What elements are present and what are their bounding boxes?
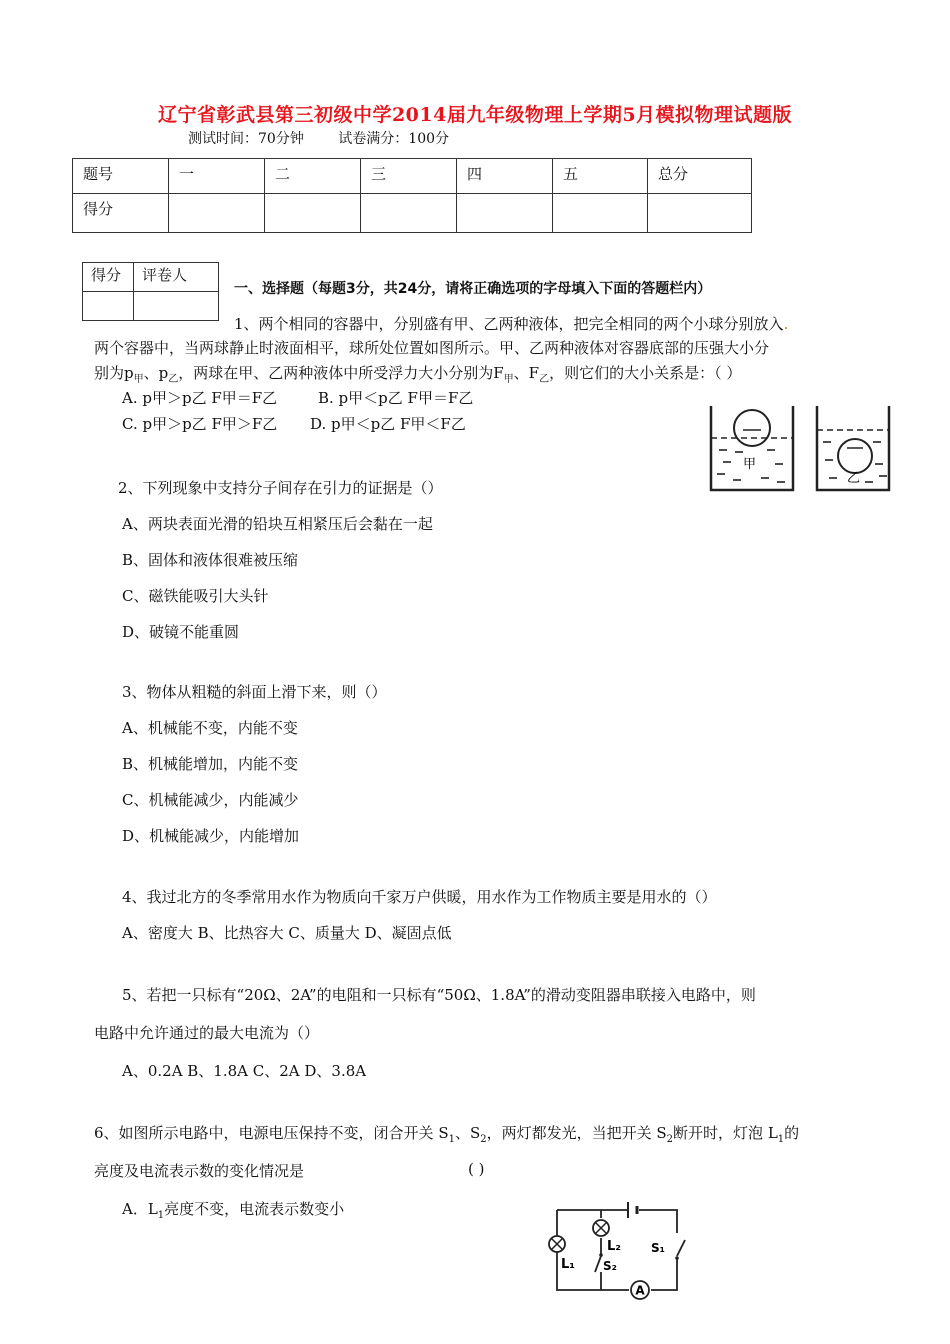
- grader-score-label: 得分: [83, 263, 134, 292]
- score-header-total: 总分: [648, 159, 752, 194]
- exam-time: 测试时间：70分钟: [188, 131, 304, 147]
- q3-option-c: C、机械能减少，内能减少: [122, 791, 299, 809]
- score-header-3: 三: [361, 159, 457, 194]
- q4-options: A、密度大 B、比热容大 C、质量大 D、凝固点低: [122, 924, 452, 942]
- score-table: [72, 158, 752, 233]
- q5-stem-line1: 5、若把一只标有“20Ω、2A”的电阻和一只标有“50Ω、1.8A”的滑动变阻器串联接入电路中，则: [122, 986, 756, 1004]
- score-cell: [457, 194, 553, 233]
- q2-option-d: D、破镜不能重圆: [122, 623, 240, 641]
- switch-s1-blade: [677, 1240, 685, 1256]
- q3-stem: 3、物体从粗糙的斜面上滑下来，则（）: [122, 683, 387, 701]
- score-cell: [361, 194, 457, 233]
- q1-line3: 别为$p_甲$、$p_乙$，两球在甲、乙两种液体中所受浮力大小分别为$F_甲$、$F_乙$，则它们的大小关系是：（ ）: [94, 364, 742, 385]
- q4-stem: 4、我过北方的冬季常用水作为物质向千家万户供暖，用水作为工作物质主要是用水的（）: [122, 888, 717, 906]
- score-cell: [265, 194, 361, 233]
- lamp-l2-icon: [593, 1220, 609, 1236]
- switch-s1-label: S₁: [651, 1241, 665, 1255]
- score-cell: [169, 194, 265, 233]
- q6-answer-paren: ( ): [468, 1160, 485, 1178]
- section-heading: 一、选择题（每题3分，共24分，请将正确选项的字母填入下面的答题栏内）: [234, 281, 712, 297]
- score-cell: [648, 194, 752, 233]
- container-jia-ball: [734, 410, 770, 446]
- score-header-number: 题号: [73, 159, 169, 194]
- score-header-5: 五: [553, 159, 648, 194]
- container-yi-label: 乙: [847, 471, 861, 486]
- lamp-l1-label: L₁: [561, 1257, 575, 1272]
- q3-option-d: D、机械能减少，内能增加: [122, 827, 300, 845]
- q1-option-d: D. p甲＜p乙 F甲＜F乙: [310, 415, 466, 433]
- ammeter-icon: [631, 1281, 649, 1299]
- q2-stem: 2、下列现象中支持分子间存在引力的证据是（）: [118, 479, 443, 497]
- document-title: 辽宁省彰武县第三初级中学2014届九年级物理上学期5月模拟物理试题版: [157, 104, 793, 126]
- exam-info: [188, 128, 479, 148]
- q1-line2: 两个容器中，当两球静止时液面相平，球所处位置如图所示。甲、乙两种液体对容器底部的压强大小分: [94, 339, 770, 357]
- grader-name-label: 评卷人: [134, 263, 219, 292]
- score-header-4: 四: [457, 159, 553, 194]
- q3-option-a: A、机械能不变，内能不变: [122, 719, 298, 737]
- switch-s2-blade: [595, 1256, 601, 1272]
- q1-line1: 1、两个相同的容器中，分别盛有甲、乙两种液体，把完全相同的两个小球分别放入.: [234, 315, 789, 333]
- grader-name-cell: [134, 292, 219, 321]
- container-yi-ball: [838, 439, 872, 473]
- q2-option-c: C、磁铁能吸引大头针: [122, 587, 269, 605]
- q5-stem-line2: 电路中允许通过的最大电流为（）: [94, 1024, 320, 1042]
- score-row-label: 得分: [73, 194, 169, 233]
- q6-stem-line1: 6、如图所示电路中，电源电压保持不变，闭合开关 $S_1$、$S_2$，两灯都发光，当把开关 $S_2$断开时，灯泡 $L_1$的: [94, 1124, 800, 1145]
- q5-options: A、0.2A B、1.8A C、2A D、3.8A: [122, 1062, 367, 1080]
- q1-option-a: A. p甲＞p乙 F甲＝F乙: [122, 389, 278, 407]
- q2-option-a: A、两块表面光滑的铅块互相紧压后会黏在一起: [122, 515, 433, 533]
- lamp-l2-label: L₂: [607, 1239, 621, 1254]
- circuit-right-bottom-wire: [651, 1258, 677, 1290]
- score-cell: [553, 194, 648, 233]
- score-header-2: 二: [265, 159, 361, 194]
- grader-score-cell: [83, 292, 134, 321]
- q1-containers-figure: [705, 400, 895, 500]
- exam-full-score: 试卷满分：100分: [338, 131, 450, 147]
- q1-option-c: C. p甲＞p乙 F甲＞F乙: [122, 415, 278, 433]
- container-jia-outline: [711, 406, 793, 490]
- q6-stem-line2: 亮度及电流表示数的变化情况是: [94, 1162, 305, 1180]
- score-header-1: 一: [169, 159, 265, 194]
- ammeter-label: A: [635, 1283, 645, 1298]
- q2-option-b: B、固体和液体很难被压缩: [122, 551, 299, 569]
- q3-option-b: B、机械能增加，内能不变: [122, 755, 299, 773]
- circuit-top-right-wire: [639, 1210, 677, 1233]
- q6-option-a: A．$L_1$亮度不变，电流表示数变小: [122, 1200, 345, 1221]
- grader-table: [82, 262, 219, 321]
- lamp-l1-icon: [549, 1236, 565, 1252]
- switch-s2-label: S₂: [603, 1259, 617, 1273]
- container-jia-label: 甲: [743, 457, 757, 472]
- q1-option-b: B. p甲＜p乙 F甲＝F乙: [318, 389, 474, 407]
- q6-circuit-figure: [545, 1198, 695, 1308]
